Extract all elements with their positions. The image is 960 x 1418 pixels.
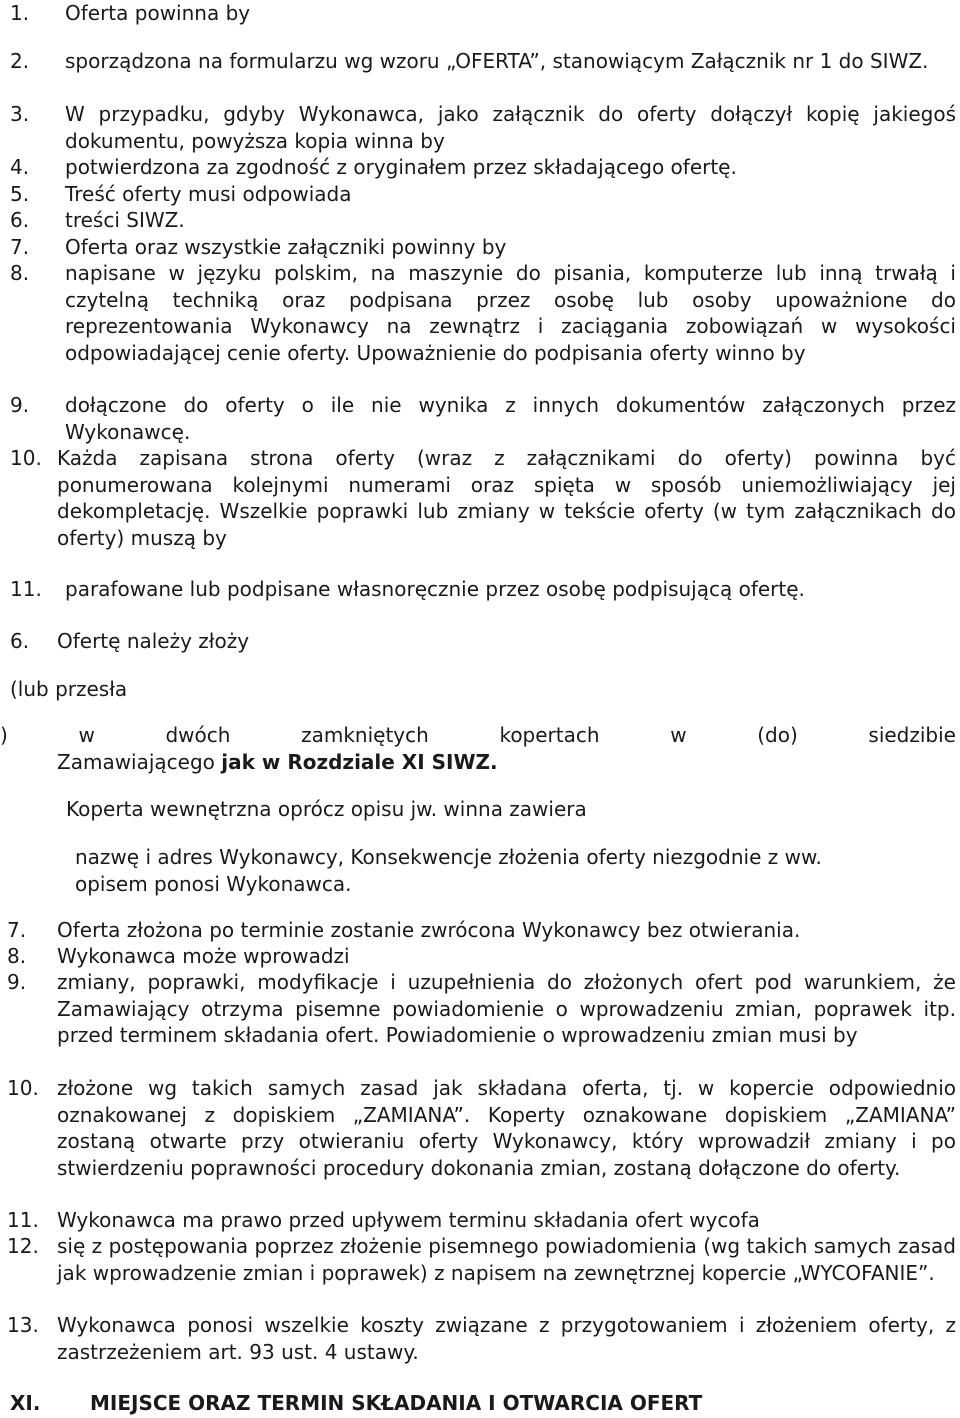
item-text: się z postępowania poprzez złożenie pisemnego powiadomienia (wg takich samych zasad jak wprowadzenie zmian i poprawek) z napisem na zewnętrznej kopercie „WYCOFANIE”. <box>57 1234 956 1285</box>
item-number: 13. <box>7 1313 39 1337</box>
item-text: Oferta złożona po terminie zostanie zwrócona Wykonawcy bez otwierania. <box>57 918 801 942</box>
text-line: (lub przesła <box>10 677 128 701</box>
list-item <box>7 943 956 970</box>
list-item <box>10 445 956 551</box>
item-number: 6. <box>10 629 30 653</box>
item-text: Oferta oraz wszystkie załączniki powinny by <box>65 235 507 259</box>
item-text: Wykonawca może wprowadzi <box>57 944 350 968</box>
text-bold: jak w Rozdziale XI SIWZ. <box>221 750 498 774</box>
list-item <box>10 207 956 234</box>
list-item <box>10 0 956 27</box>
item-number: 4. <box>10 155 30 179</box>
item-number: 6. <box>10 208 30 232</box>
list-item <box>10 181 956 208</box>
list-item <box>7 1207 956 1234</box>
text-line: ) w dwóch zamkniętych kopertach w (do) siedzibie <box>0 723 956 747</box>
item-number: 8. <box>7 944 27 968</box>
item-number: 5. <box>10 182 30 206</box>
item-number: 3. <box>10 102 30 126</box>
list-item <box>10 48 956 75</box>
list-item <box>10 101 956 154</box>
item-text: parafowane lub podpisane własnoręcznie przez osobę podpisującą ofertę. <box>65 577 805 601</box>
item-text: sporządzona na formularzu wg wzoru „OFERTA”, stanowiącym Załącznik nr 1 do SIWZ. <box>65 49 929 73</box>
section-heading <box>10 1390 702 1417</box>
item-number: 10. <box>10 446 42 470</box>
item-number: 7. <box>7 918 27 942</box>
item-text: złożone wg takich samych zasad jak składana oferta, tj. w kopercie odpowiednio oznakowanej z dopiskiem „ZAMIANA”. Koperty oznakowane dopiskiem „ZAMIANA” zostaną otwarte przy otwieraniu oferty Wykonawcy, który wprowadził zmiany i po stwierdzeniu poprawności procedury dokonania zmian, zostaną dołączone do oferty. <box>57 1076 956 1180</box>
list-item <box>7 1075 956 1181</box>
item-text: W przypadku, gdyby Wykonawca, jako załącznik do oferty dołączył kopię jakiegoś dokumentu, powyższa kopia winna by <box>65 102 956 153</box>
list-item <box>10 234 956 261</box>
item-text: napisane w języku polskim, na maszynie do pisania, komputerze lub inną trwałą i czytelną techniką oraz podpisana przez osobę lub osoby upoważnione do reprezentowania Wykonawcy na zewnątrz i zaciągania zobowiązań w wysokości odpowiadającej cenie oferty. Upoważnienie do podpisania oferty winno by <box>65 261 956 365</box>
list-item <box>7 917 956 944</box>
item-text: Wykonawca ma prawo przed upływem terminu składania ofert wycofa <box>57 1208 760 1232</box>
item-number: 10. <box>7 1076 39 1100</box>
list-item <box>7 969 956 1049</box>
section-6 <box>10 628 956 655</box>
text-normal: Zamawiającego <box>57 750 222 774</box>
item-number: 11. <box>7 1208 39 1232</box>
item-text: zmiany, poprawki, modyfikacje i uzupełnienia do złożonych ofert pod warunkiem, że Zamawiający otrzyma pisemne powiadomienie o wprowadzeniu zmian, poprawek itp. przed terminem składania ofert. Powiadomienie o wprowadzeniu zmian musi by <box>57 970 956 1047</box>
item-text: Ofertę należy złoży <box>57 629 250 653</box>
list-item <box>7 1312 956 1365</box>
item-number: 9. <box>10 393 30 417</box>
item-text: treści SIWZ. <box>65 208 185 232</box>
item-text: Oferta powinna by <box>65 1 251 25</box>
list-item <box>10 154 956 181</box>
item-text: potwierdzona za zgodność z oryginałem przez składającego ofertę. <box>65 155 737 179</box>
item-number: 2. <box>10 49 30 73</box>
item-number: 1. <box>10 1 30 25</box>
list-item <box>7 1233 956 1286</box>
item-number: 12. <box>7 1234 39 1258</box>
item-number: 8. <box>10 261 30 285</box>
text-block: nazwę i adres Wykonawcy, Konsekwencje złożenia oferty niezgodnie z ww. opisem ponosi Wykonawca. <box>75 845 822 896</box>
item-text: Każda zapisana strona oferty (wraz z załącznikami do oferty) powinna być ponumerowana kolejnymi numerami oraz spięta w sposób uniemożliwiający jej dekompletację. Wszelkie poprawki lub zmiany w tekście oferty (w tym załącznikach do oferty) muszą by <box>57 446 956 550</box>
item-number: 9. <box>7 970 27 994</box>
list-item <box>10 260 956 366</box>
item-text: Wykonawca ponosi wszelkie koszty związane z przygotowaniem i złożeniem oferty, z zastrzeżeniem art. 93 ust. 4 ustawy. <box>57 1313 956 1364</box>
heading-number: XI. <box>10 1391 41 1415</box>
text-line <box>57 749 498 776</box>
list-item <box>10 392 956 445</box>
text-line <box>75 844 875 897</box>
item-number: 7. <box>10 235 30 259</box>
item-number: 11. <box>10 577 42 601</box>
item-text: Treść oferty musi odpowiada <box>65 182 352 206</box>
text-line: Koperta wewnętrzna oprócz opisu jw. winna zawiera <box>66 797 587 821</box>
heading-text: MIEJSCE ORAZ TERMIN SKŁADANIA I OTWARCIA OFERT <box>90 1391 703 1415</box>
item-text: dołączone do oferty o ile nie wynika z innych dokumentów załączonych przez Wykonawcę. <box>65 393 956 444</box>
list-item <box>10 576 956 603</box>
